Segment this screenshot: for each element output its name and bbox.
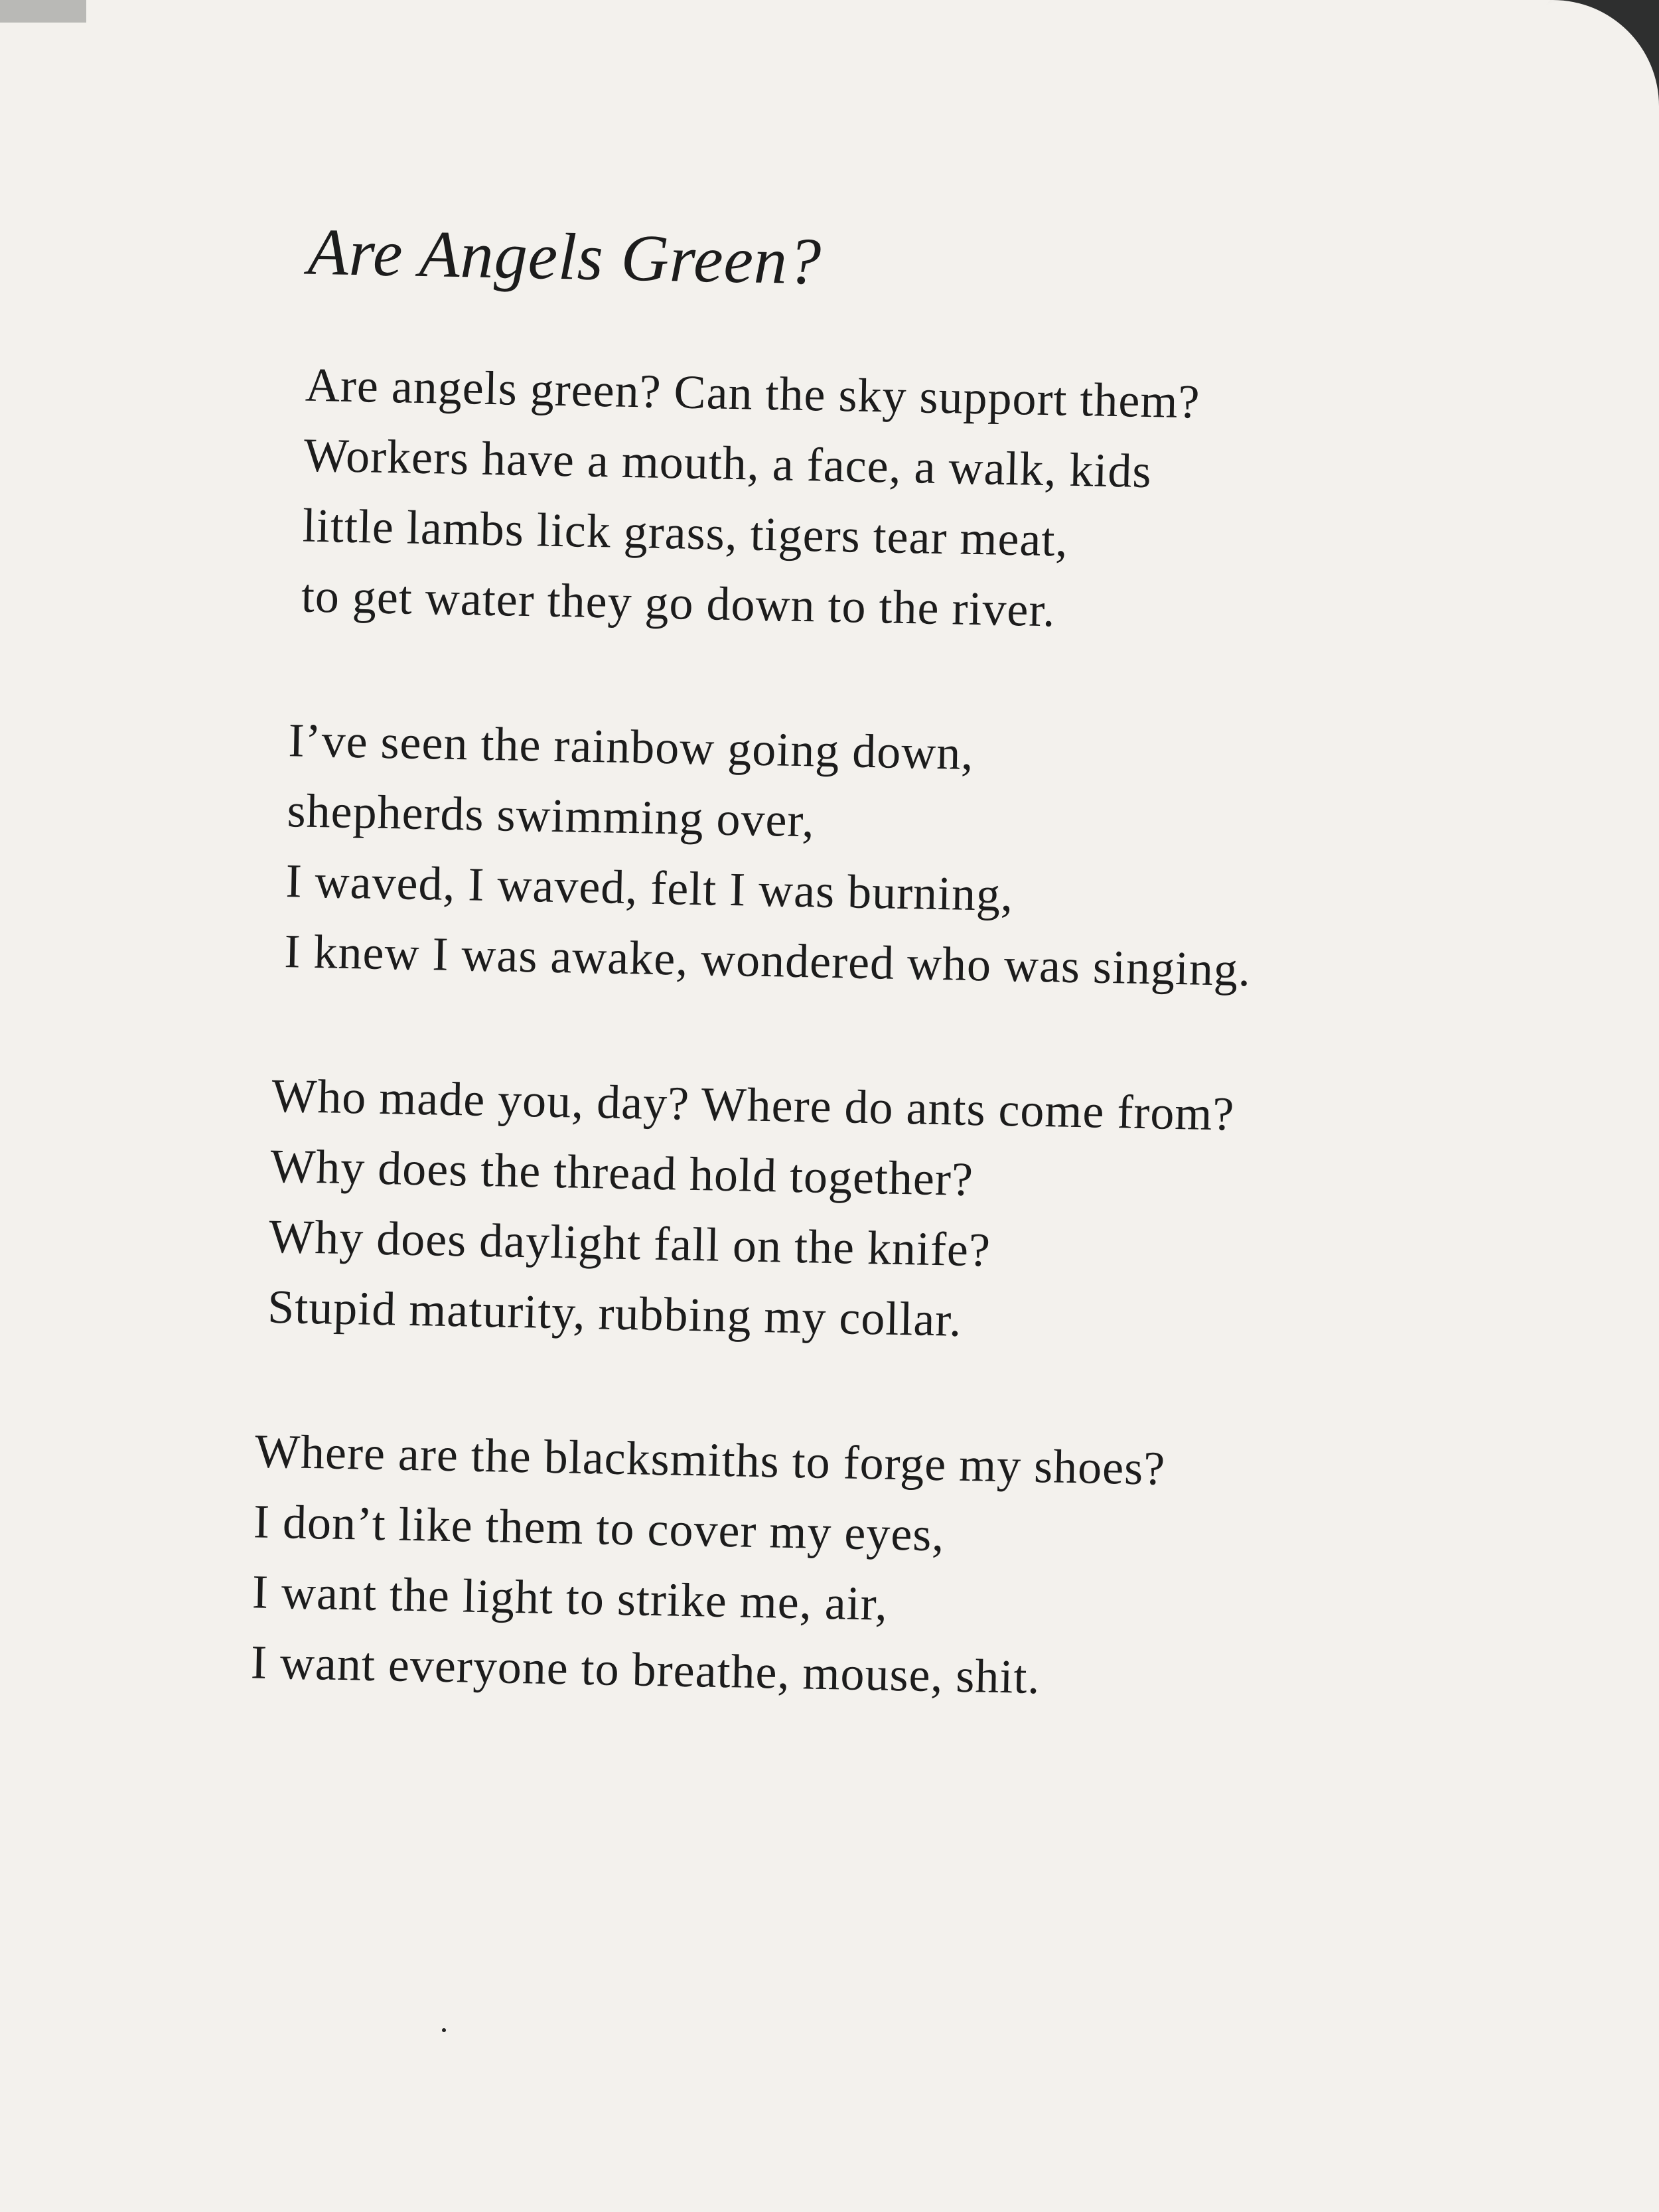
stanza-4 <box>250 1416 1490 1721</box>
poem-line: Workers have a mouth, a face, a walk, kids <box>303 428 1153 498</box>
ink-speck <box>442 2028 446 2032</box>
poem-line: shepherds swimming over, <box>286 784 816 848</box>
poem-line: I’ve seen the rainbow going down, <box>287 713 975 780</box>
poem-line: I want the light to strike me, air, <box>252 1565 889 1631</box>
poem-line: Stupid maturity, rubbing my collar. <box>267 1280 963 1347</box>
poem-line: Are angels green? Can the sky support them? <box>305 358 1201 429</box>
poem-title: Are Angels Green? <box>307 214 823 299</box>
poem-line: Why does the thread hold together? <box>269 1139 974 1207</box>
poem <box>222 212 1513 1795</box>
page-corner-shadow <box>1526 0 1659 146</box>
poem-line: I knew I was awake, wondered who was singing. <box>283 924 1252 997</box>
poem-line: I don’t like them to cover my eyes, <box>253 1495 946 1562</box>
stanza-2 <box>284 705 1504 1009</box>
poem-line: to get water they go down to the river. <box>301 569 1056 637</box>
poem-line: I want everyone to breathe, mouse, shit. <box>250 1635 1041 1704</box>
poem-line: Who made you, day? Where do ants come from? <box>271 1069 1236 1141</box>
poem-line: little lambs lick grass, tigers tear meat, <box>302 498 1069 567</box>
poem-line: Why does daylight fall on the knife? <box>268 1209 991 1277</box>
stanza-1 <box>301 350 1510 654</box>
poem-line: Where are the blacksmiths to forge my shoes? <box>254 1424 1166 1495</box>
stanza-3 <box>267 1061 1496 1365</box>
page-tab <box>0 0 86 23</box>
poem-line: I waved, I waved, felt I was burning, <box>285 854 1014 922</box>
